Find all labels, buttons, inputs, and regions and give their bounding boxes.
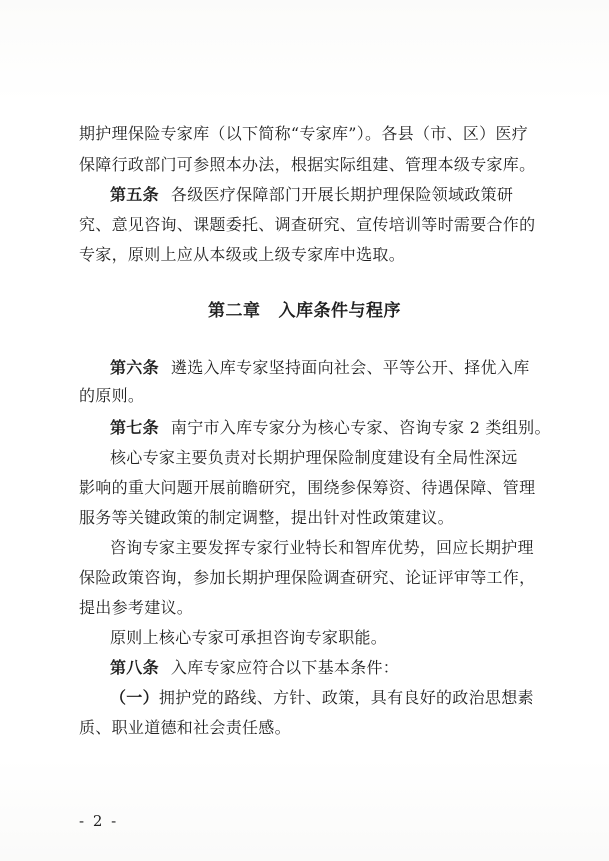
article-5-line xyxy=(110,185,513,205)
article-5-label: 第五条 xyxy=(110,185,159,204)
article-7-label: 第七条 xyxy=(110,418,159,437)
article-5-text: 各级医疗保障部门开展长期护理保险领域政策研 xyxy=(170,185,514,204)
item-1-line xyxy=(110,688,534,708)
article-7-line xyxy=(110,418,551,438)
paragraph-line: 提出参考建议。 xyxy=(79,598,194,617)
paragraph-line: 核心专家主要负责对长期护理保险制度建设有全局性深远 xyxy=(110,448,518,467)
paragraph-line: 影响的重大问题开展前瞻研究，围绕参保筹资、待遇保障、管理 xyxy=(79,478,536,497)
paragraph-line: 究、意见咨询、课题委托、调查研究、宣传培训等时需要合作的 xyxy=(79,215,536,234)
article-8-text: 入库专家应符合以下基本条件： xyxy=(170,658,400,677)
paragraph-line: 保障行政部门可参照本办法，根据实际组建、管理本级专家库。 xyxy=(79,155,536,174)
page-number: - 2 - xyxy=(79,812,119,830)
paragraph-line: 专家，原则上应从本级或上级专家库中选取。 xyxy=(79,245,406,264)
paragraph-line: 保险政策咨询，参加长期护理保险调查研究、论证评审等工作， xyxy=(79,568,536,587)
chapter-number: 第二章 xyxy=(208,301,261,321)
item-1-text: 拥护党的路线、方针、政策，具有良好的政治思想素 xyxy=(158,688,534,707)
paragraph-line: 服务等关键政策的制定调整，提出针对性政策建议。 xyxy=(79,508,454,527)
chapter-heading xyxy=(0,300,609,322)
paragraph-line: 期护理保险专家库（以下简称“专家库”）。各县（市、区）医疗 xyxy=(79,124,529,143)
paragraph-line: 的原则。 xyxy=(79,386,145,405)
article-6-line xyxy=(110,358,530,378)
paragraph-line: 质、职业道德和社会责任感。 xyxy=(79,718,291,737)
article-8-line xyxy=(110,658,399,678)
article-6-text: 遴选入库专家坚持面向社会、平等公开、择优入库 xyxy=(170,358,530,377)
article-8-label: 第八条 xyxy=(110,658,159,677)
paragraph-line: 原则上核心专家可承担咨询专家职能。 xyxy=(110,628,388,647)
item-1-label: （一） xyxy=(110,688,159,707)
paragraph-line: 咨询专家主要发挥专家行业特长和智库优势，回应长期护理 xyxy=(110,538,534,557)
chapter-title: 入库条件与程序 xyxy=(278,301,401,321)
article-6-label: 第六条 xyxy=(110,358,159,377)
article-7-text: 南宁市入库专家分为核心专家、咨询专家 2 类组别。 xyxy=(170,418,551,437)
